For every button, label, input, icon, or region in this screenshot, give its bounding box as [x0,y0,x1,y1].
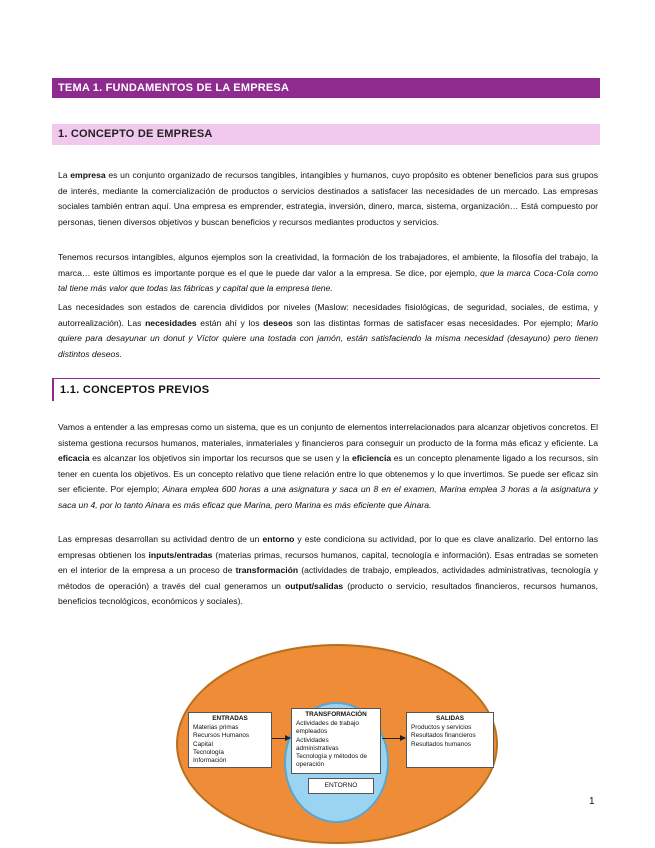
bold-term: deseos [263,317,293,328]
bold-term: transformación [235,565,299,576]
text-run: es alcanzar los objetivos sin importar los recursos que se usen y la [89,453,352,464]
text-run: Vamos a entender a las empresas como un sistema, que es un conjunto de elementos interrelacionados para alcanzar objetivos concretos. El sistema gestiona recursos humanos, materiales, inmateriales y financieros para conseguir un producto de la forma más eficaz y eficiente. La [58,422,598,448]
text-run: Las empresas desarrollan su actividad dentro de un [58,534,263,544]
inputs-list [193,724,267,765]
text-run: y este condiciona su actividad, por lo que es clave analizarlo. Del entorno las empresas obtienen los [58,534,598,560]
chapter-title: TEMA 1. FUNDAMENTOS DE LA EMPRESA [52,78,600,98]
bold-term: inputs/entradas [148,549,213,560]
diagram-item: Productos y servicios [411,724,472,732]
example-text: Mario quiere para desayunar un donut y Víctor quiere una tostada con jamón, están satisfaciendo la misma necesidad (desayuno) pero tienen distintos deseos. [58,317,598,359]
inputs-title: ENTRADAS [212,715,248,722]
outputs-title: SALIDAS [435,715,465,722]
diagram-item: Recursos Humanos [193,732,250,740]
text-run: (materias primas, recursos humanos, capital, tecnología e información). Esas entradas se someten en el interior de la empresa a un proceso de [58,549,598,576]
diagram-item: Resultados financieros [411,732,476,740]
text-run: Tenemos recursos intangibles, algunos ejemplos son la creatividad, la formación de los trabajadores, el ambiente, la filosofía del trabajo, la marca… este últimos es importante porque es el que le puede dar valor a la empresa. Se dice, por ejemplo, [58,252,598,278]
arrow-right-icon [272,738,290,739]
diagram-item: operación [296,761,325,769]
bold-term: eficiencia [351,453,392,464]
diagram-item: Actividades [296,736,329,744]
diagram-item: Actividades de trabajo [296,720,359,728]
diagram-item: Resultados humanos [411,740,472,748]
diagram-item: Información [193,757,227,765]
transformation-box [291,708,381,774]
text-run: es un conjunto organizado de recursos tangibles, intangibles y humanos, cuyo propósito es obtener beneficios para sus grupos de interés, mediante la comercialización de productos o servicios destinados a satisfacer las necesidades de un mercado. Las empresas sociales también entran aquí. Una empresa es emprender, estrategia, inversión, dinero, marca, sistema, organización… Está compuesto por personas, tienen diversos objetivos y buscan beneficios y recursos mediantes productos y servicios. [58,170,598,227]
text-run: (producto o servicio, resultados financieros, recursos humanos, beneficios tecnológicos, económicos y sociales). [58,580,598,607]
environment-label: ENTORNO [308,778,374,794]
outputs-box [406,712,494,768]
bold-term: eficacia [58,453,90,464]
paragraph [58,168,598,230]
diagram-item: Capital [193,740,213,748]
paragraph [58,420,598,514]
page-number: 1 [589,796,595,807]
example-text: que la marca Coca-Cola como tal tiene más valor que todas las fábricas y capital que la empresa tiene. [58,267,598,294]
diagram-item: administrativas [296,744,339,752]
section-heading: 1. CONCEPTO DE EMPRESA [52,124,600,145]
bold-term: entorno [262,534,295,544]
subsection-heading: 1.1. CONCEPTOS PREVIOS [52,378,600,401]
text-run: Las necesidades son estados de carencia divididos por niveles (Maslow: necesidades fisiológicas, de seguridad, sociales, de estima, y autorrealización). Las [58,302,598,328]
inputs-box [188,712,272,768]
diagram-item: Materias primas [193,724,239,732]
outputs-list [411,724,489,749]
arrow-right-icon [382,738,405,739]
paragraph [58,250,598,297]
diagram-item: Tecnología [193,748,224,756]
bold-term: empresa [70,170,106,180]
text-run: La [58,170,71,180]
bold-term: output/salidas [284,580,344,591]
bold-term: necesidades [145,317,197,328]
text-run: son las distintas formas de satisfacer esas necesidades. Por ejemplo; [292,317,577,328]
paragraph [58,532,598,610]
text-run: están ahí y los [196,317,264,328]
transformation-list [296,720,376,769]
diagram-item: Tecnología y métodos de [296,753,368,761]
diagram-item: empleados [296,728,328,736]
text-run: (actividades de trabajo, empleados, actividades administrativas, tecnología y métodos de operación) a través del cual generamos un [58,565,598,591]
paragraph [58,300,598,362]
system-diagram [176,644,498,848]
transformation-title: TRANSFORMACIÓN [305,711,367,718]
text-run: es un concepto plenamente ligado a los recursos, sin tener en cuenta los objetivos. Es un concepto relativo que tiene relación entre lo que obtenemos y lo que invertimos. Se puede ser eficaz sin ser eficiente. Por ejemplo; [58,453,598,495]
example-text: Ainara emplea 600 horas a una asignatura y saca un 8 en el examen, Marina emplea 3 horas a la asignatura y saca un 4, por lo tanto Ainara es más eficaz que Marina, pero Marina es más eficiente que Ainara. [58,484,598,510]
